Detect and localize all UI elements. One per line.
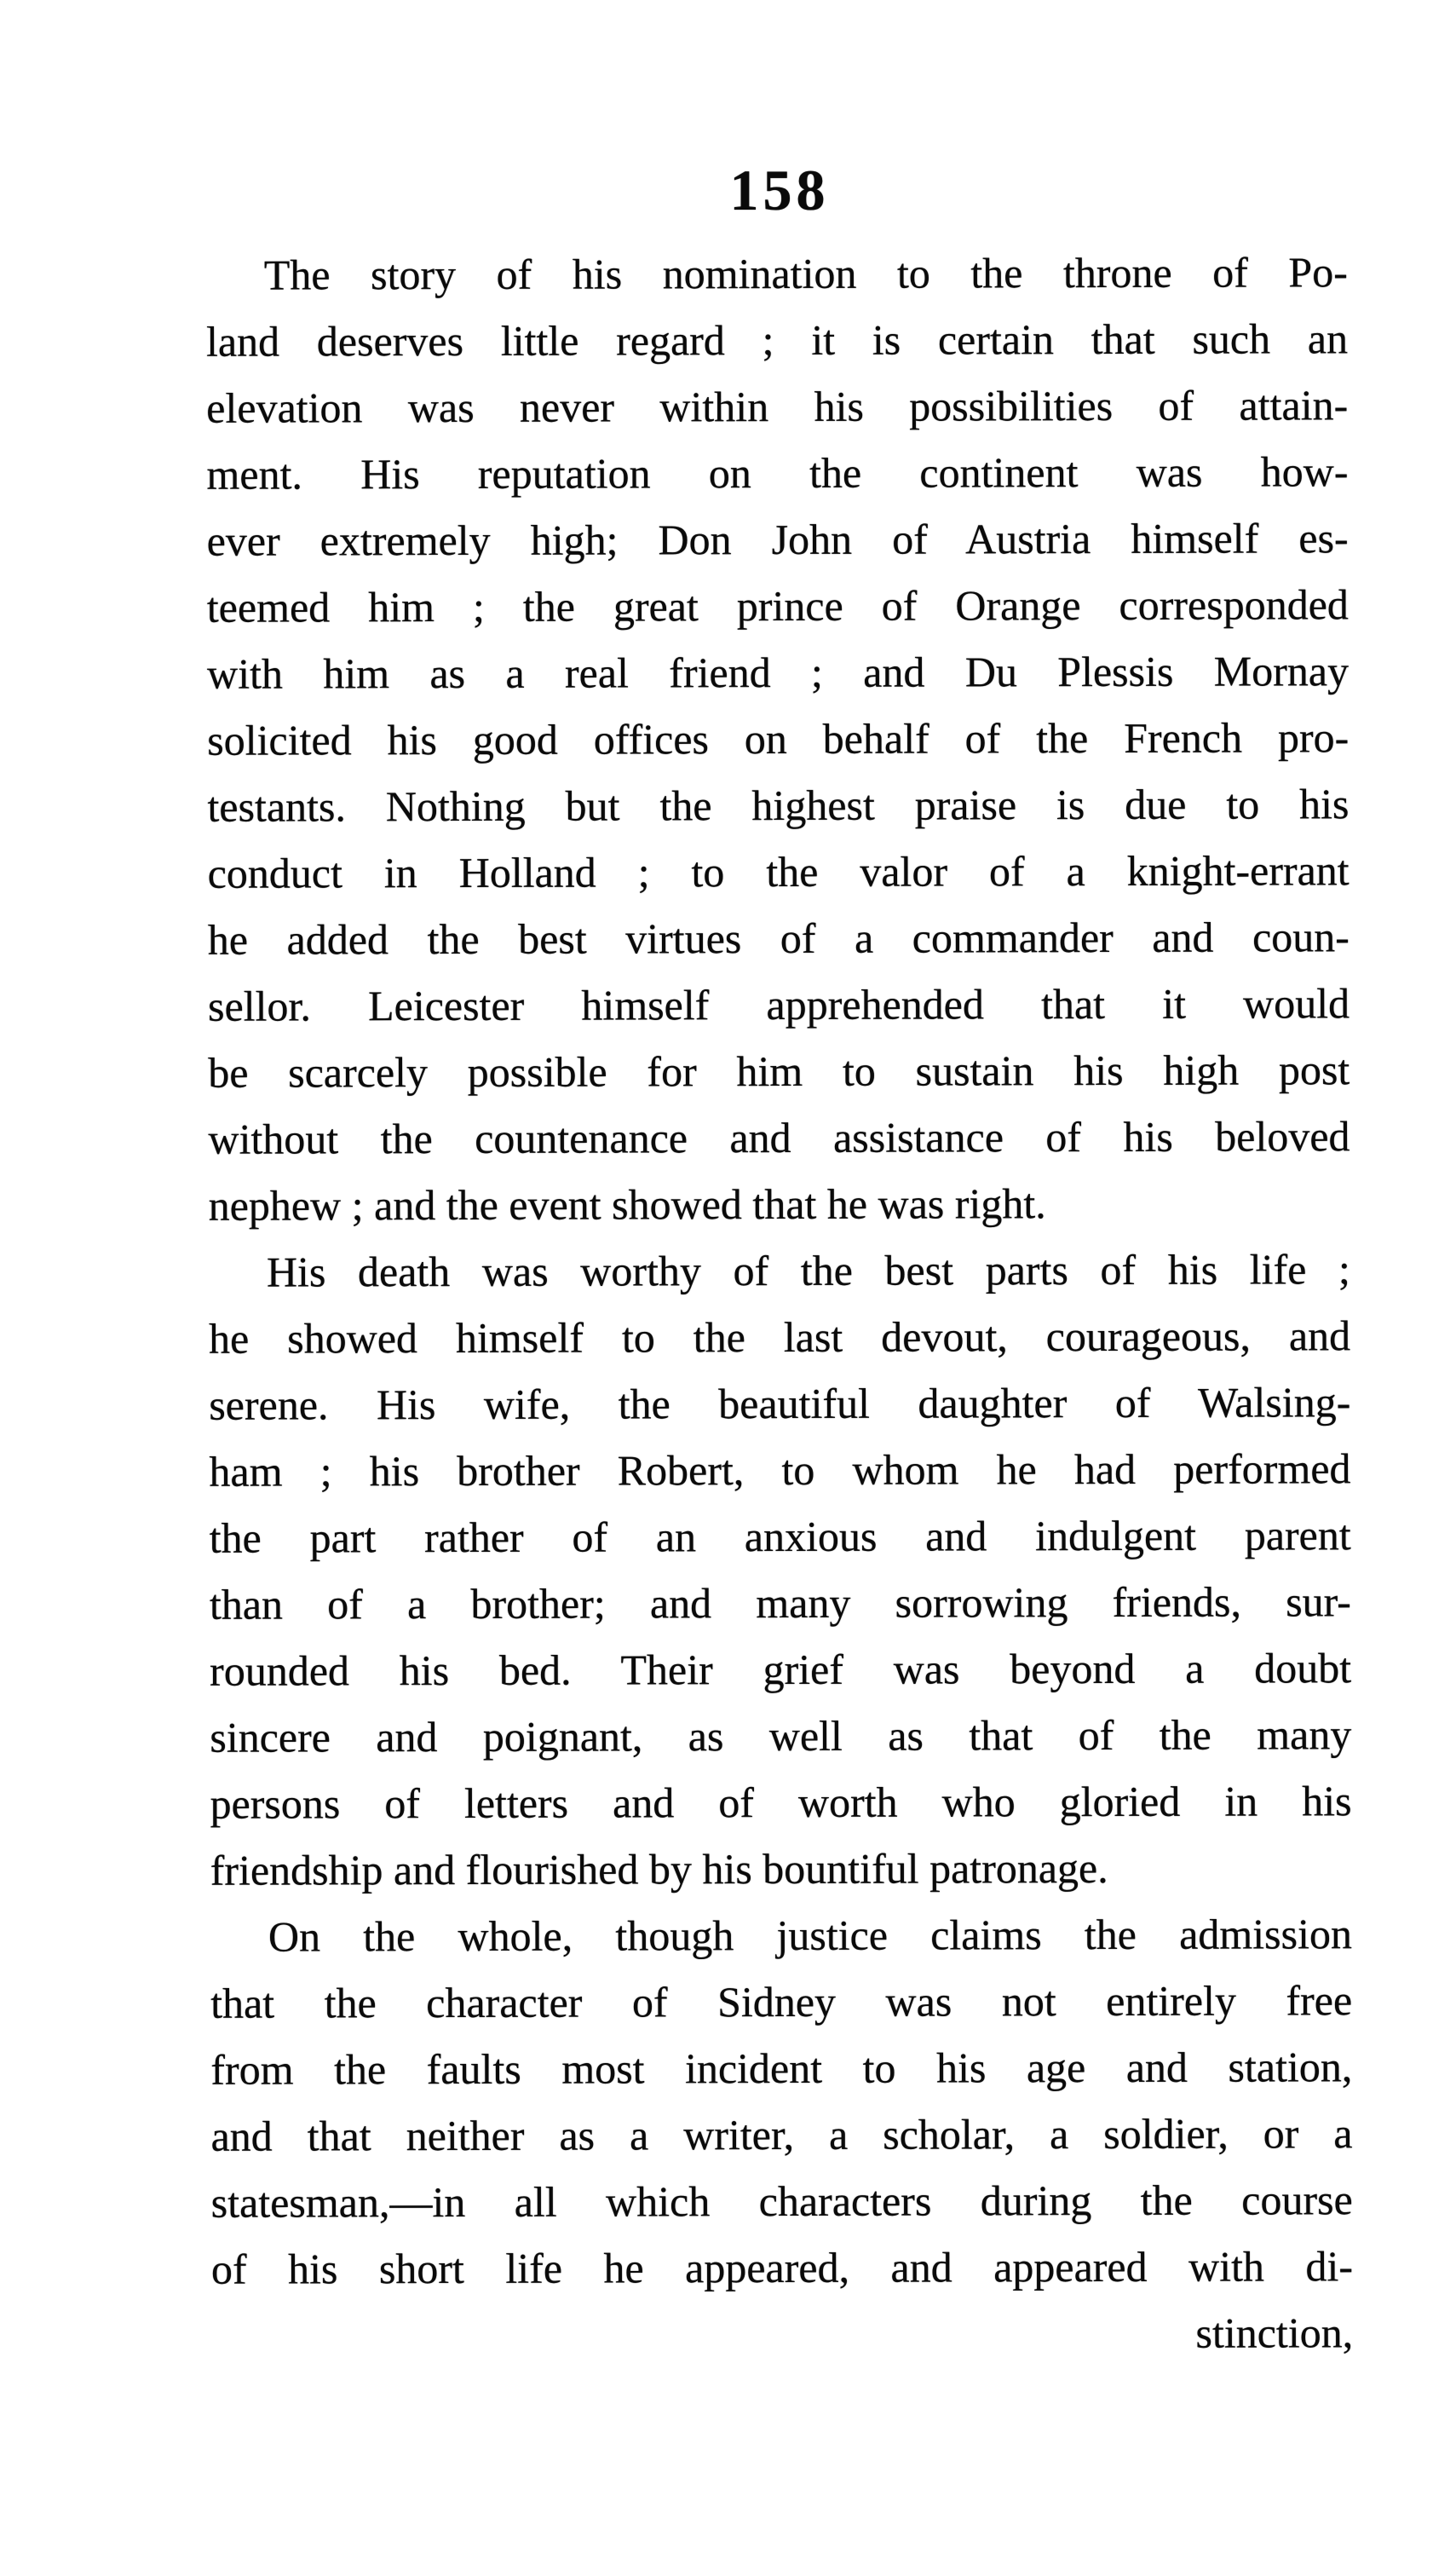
text-line: be scarcely possible for him to sustain his high post xyxy=(208,1046,1350,1097)
text-line: ment. His reputation on the continent was how- xyxy=(206,447,1349,499)
text-line: nephew ; and the event showed that he was right. xyxy=(208,1179,1046,1230)
text-line: statesman,—in all which characters during the course xyxy=(210,2176,1353,2227)
text-line: than of a brother; and many sorrowing friends, sur- xyxy=(209,1577,1351,1628)
text-line: persons of letters and of worth who gloried in his xyxy=(210,1777,1352,1828)
text-line: the part rather of an anxious and indulgent parent xyxy=(209,1511,1351,1562)
text-line: with him as a real friend ; and Du Plessis Mornay xyxy=(206,647,1350,698)
text-line: that the character of Sidney was not entirely free xyxy=(210,1976,1353,2027)
text-line: solicited his good offices on behalf of the French pro- xyxy=(207,713,1350,764)
text-line: without the countenance and assistance of his beloved xyxy=(208,1112,1350,1163)
text-line: stinction, xyxy=(1195,2308,1354,2357)
paragraph-2 xyxy=(209,1236,1352,1904)
text-line: ham ; his brother Robert, to whom he had performed xyxy=(209,1444,1351,1496)
page-number: 158 xyxy=(729,158,830,222)
text-line: he added the best virtues of a commander and coun- xyxy=(207,913,1350,964)
text-line: serene. His wife, the beautiful daughter of Walsing- xyxy=(209,1378,1351,1429)
text-line: sincere and poignant, as well as that of the many xyxy=(210,1710,1352,1761)
text-line: The story of his nomination to the throne of Po- xyxy=(263,248,1348,299)
text-line: and that neither as a writer, a scholar, a soldier, or a xyxy=(210,2109,1353,2160)
paragraph-1 xyxy=(206,239,1350,1239)
text-line: of his short life he appeared, and appeared with di- xyxy=(210,2242,1354,2293)
text-line: from the faults most incident to his age and station, xyxy=(210,2043,1353,2094)
text-line: conduct in Holland ; to the valor of a knight-errant xyxy=(207,846,1350,897)
text-line: ever extremely high; Don John of Austria himself es- xyxy=(206,514,1349,565)
text-block xyxy=(206,239,1354,2368)
text-line: rounded his bed. Their grief was beyond a doubt xyxy=(210,1644,1352,1695)
text-line: His death was worthy of the best parts of his life ; xyxy=(266,1245,1350,1296)
text-line: he showed himself to the last devout, courageous, and xyxy=(209,1311,1351,1363)
text-line: On the whole, though justice claims the admission xyxy=(268,1910,1353,1961)
text-line: teemed him ; the great prince of Orange corresponded xyxy=(206,580,1349,631)
text-line: sellor. Leicester himself apprehended that it would xyxy=(208,979,1350,1030)
text-line: land deserves little regard ; it is certain that such an xyxy=(205,314,1349,366)
paragraph-3 xyxy=(210,1900,1353,2369)
text-line: friendship and flourished by his bountiful patronage. xyxy=(210,1843,1108,1894)
text-line: testants. Nothing but the highest praise is due to his xyxy=(207,780,1350,831)
text-line: elevation was never within his possibilities of attain- xyxy=(206,381,1349,432)
